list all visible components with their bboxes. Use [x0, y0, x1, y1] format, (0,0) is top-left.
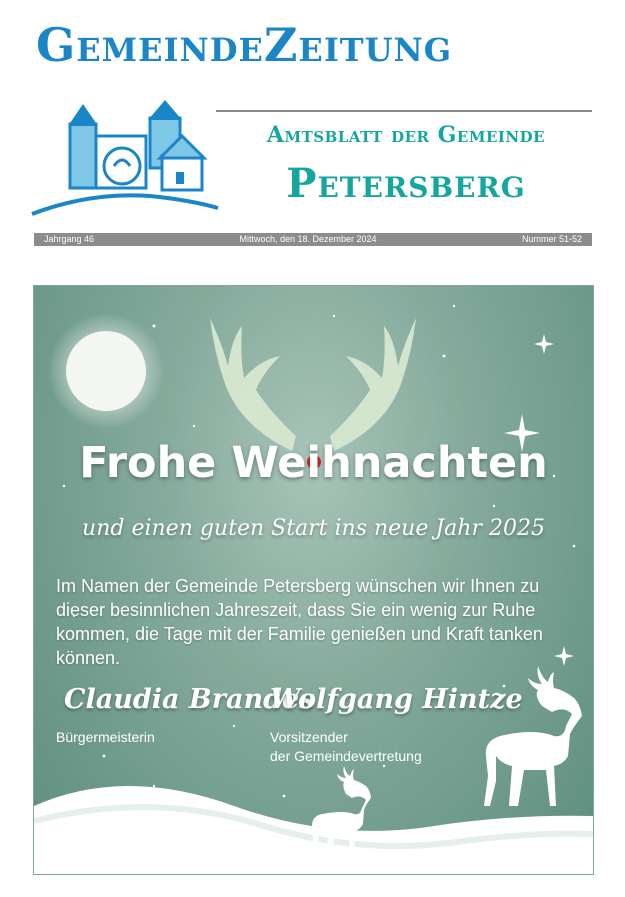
- issue-date: Mittwoch, den 18. Dezember 2024: [239, 234, 377, 244]
- antlers-icon: [210, 318, 416, 451]
- moon-icon: [48, 313, 164, 429]
- role-mayor: Bürgermeisterin: [56, 729, 155, 745]
- signature-wolfgang-hintze: Wolfgang Hintze: [270, 684, 523, 715]
- masthead-divider: [216, 110, 592, 112]
- castle-crest-icon: [30, 96, 220, 220]
- masthead-subtitle: [226, 122, 586, 148]
- greeting-tagline: und einen guten Start ins neue Jahr 2025: [82, 516, 545, 541]
- masthead-title: [36, 18, 596, 72]
- christmas-greeting-card: [33, 285, 594, 875]
- issue-number: Nummer 51-52: [521, 234, 582, 244]
- signature-claudia-brandes: Claudia Brandes: [64, 684, 315, 715]
- greeting-message: Im Namen der Gemeinde Petersberg wünschen wir Ihnen zu dieser besinnlichen Jahreszeit, dass Sie ein wenig zur Ruhe kommen, die Tage mit der Familie genießen und Kraft tanken können.: [56, 576, 543, 668]
- greeting-headline: Frohe Weihnachten: [79, 438, 548, 488]
- masthead-title-text: GemeindeZeitung: [36, 18, 453, 72]
- masthead-town-text: Petersberg: [286, 160, 526, 207]
- role-council-chair-line1: Vorsitzender: [270, 729, 348, 745]
- issue-volume: Jahrgang 46: [44, 234, 95, 244]
- masthead-subtitle-text: Amtsblatt der Gemeinde: [266, 122, 546, 148]
- issue-info-bar: [34, 233, 592, 246]
- role-council-chair-line2: der Gemeindevertretung: [270, 748, 422, 764]
- masthead-town: [226, 160, 586, 207]
